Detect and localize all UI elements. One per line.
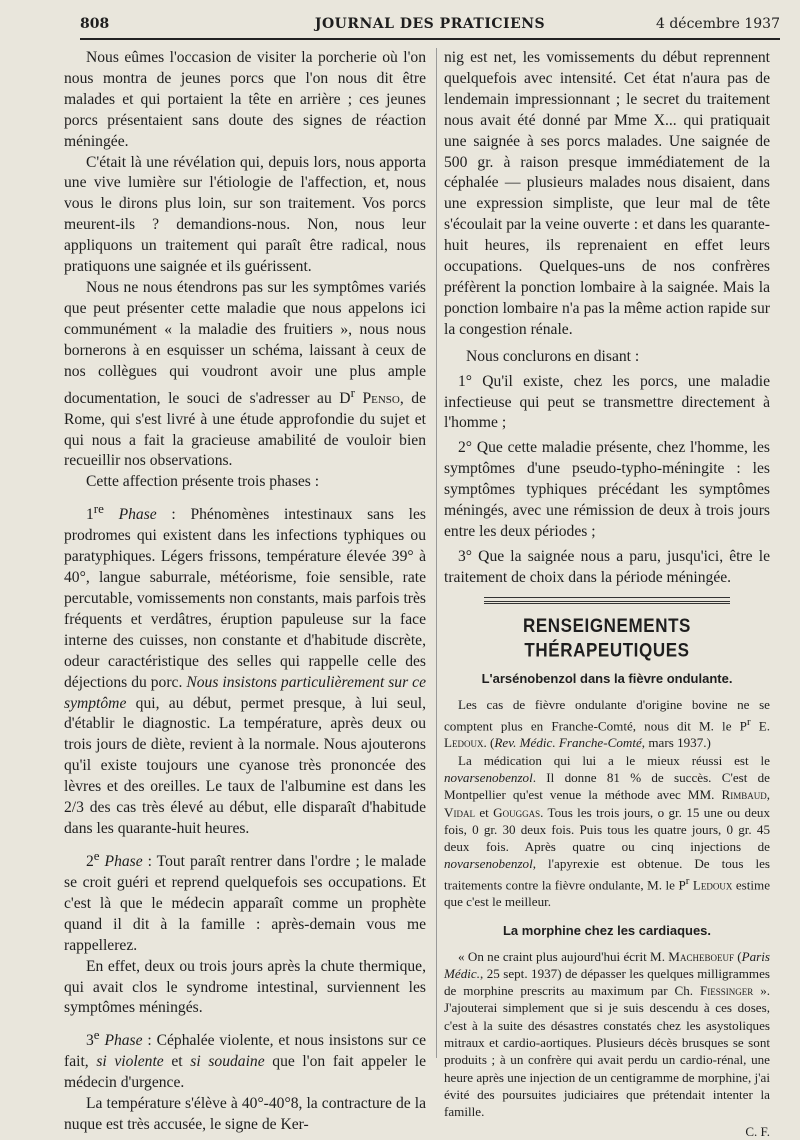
phase-2-paragraph: 2e Phase : Tout paraît rentrer dans l'ordre ; le malade se croit guéri et reprend quelquefois ses occupations. Et c'est là que le médecin apparaît comme un prophète quand il dit à la famille : après-demain vous me rappellerez. bbox=[64, 847, 426, 954]
author-name: Penso bbox=[362, 389, 400, 407]
paragraph: En effet, deux ou trois jours après la chute thermique, qui avait clos le syndrome intestinal, surviennent les symptômes méningés. bbox=[64, 957, 426, 1017]
conclusion-item: 1° Qu'il existe, chez les porcs, une maladie infectieuse qui peut se transmettre directement à l'homme ; bbox=[444, 372, 770, 432]
paragraph: Nous eûmes l'occasion de visiter la porcherie où l'on nous montra de jeunes porcs que l'on nous dit être malades et qui portaient la tête en arrière ; ces jeunes porcs présentaient sans doute des signes de réaction méningée. bbox=[64, 49, 426, 150]
section-rule bbox=[484, 597, 730, 598]
article-body bbox=[444, 696, 770, 910]
paragraph: Les cas de fièvre ondulante d'origine bovine ne se comptent plus en Franche-Comté, nous dit M. le $P^r$ E. Ledoux. (Rev. Médic. Franche-Comté, mars 1937.) bbox=[444, 697, 770, 751]
article-body bbox=[444, 948, 770, 1140]
paragraph: Nous ne nous étendrons pas sur les symptômes variés que peut présenter cette maladie que nous appelons ici communément « la maladie des fruitiers », nous nous bornerons à en esquisser un schéma, laissant à ceux de nos collègues qui voudront avoir une plus ample documentation, le souci de s'adresser au $D^r$ Penso, de Rome, qui s'est livré à une étude approfondie du sujet et qui nous a fait la gracieuse amabilité de vouloir bien recueillir nos observations. bbox=[64, 278, 427, 470]
conclusion-item: 3° Que la saignée nous a paru, jusqu'ici, être le traitement de choix dans la période méningée. bbox=[444, 547, 770, 586]
conclusion-item: 2° Que cette maladie présente, chez l'homme, les symptômes d'une pseudo-typho-méningite : les symptômes typhiques précédant les symptômes méningés, avec une rémission de deux à trois jours entre les deux périodes ; bbox=[444, 439, 770, 540]
column-divider bbox=[436, 48, 437, 1058]
header-rule bbox=[80, 38, 780, 40]
right-column bbox=[444, 48, 770, 1140]
paragraph: Cette affection présente trois phases : bbox=[86, 473, 320, 491]
page-number: 808 bbox=[80, 16, 110, 32]
article-title: L'arsénobenzol dans la fièvre ondulante. bbox=[481, 671, 733, 687]
left-column bbox=[64, 48, 426, 1136]
issue-date: 4 décembre 1937 bbox=[655, 16, 780, 32]
paragraph: La température s'élève à 40°-40°8, la contracture de la nuque est très accusée, le signe de Ker- bbox=[64, 1095, 426, 1134]
article-signature: C. F. bbox=[745, 1123, 770, 1139]
section-title: RENSEIGNEMENTS THÉRAPEUTIQUES bbox=[522, 614, 692, 661]
phase-3-paragraph: 3e Phase : Céphalée violente, et nous insistons sur ce fait, si violente et si soudaine que l'on fait appeler le médecin d'urgence. bbox=[64, 1027, 427, 1092]
journal-title: JOURNAL DES PRATICIENS bbox=[314, 16, 546, 32]
page-header bbox=[80, 16, 780, 38]
phase-1-paragraph: 1re Phase : Phénomènes intestinaux sans les prodromes qui existent dans les infections typhiques ou paratyphiques. Légers frissons, température élevée 39° à 40°, langue saburrale, météorisme, foie sensible, rate percutable, vomissements non constants, mais parfois très fréquents et verdâtres, éruption papuleuse sur la face interne des cuisses, non constante et d'habitude discrète, odeur caractéristique des selles qui rappelle celle des déjections du porc. Nous insistons particulièrement sur ce symptôme qui, au début, permet presque, à lui seul, d'établir le diagnostic. La température, après deux ou trois jours de diète, revient à la normale. Nous ajouterons qu'il existe toujours une cyanose très prononcée des lèvres et des oreilles. Le taux de l'albumine est dans les 2/3 des cas très élevé au début, elle disparaît d'habitude dans les quarante-huit heures. bbox=[64, 501, 426, 837]
paragraph: C'était là une révélation qui, depuis lors, nous apporta une vive lumière sur l'étiologie de l'affection, et, nous vous le dirons plus loin, sur son traitement. Vos porcs meurent-ils ? demandions-nous. Non, nous leur appliquons un traitement qui paraît être radical, nous pratiquons une saignée et ils guérissent. bbox=[64, 153, 426, 276]
section-rule bbox=[484, 601, 730, 604]
article-title: La morphine chez les cardiaques. bbox=[502, 922, 712, 938]
paragraph: La médication qui lui a le mieux réussi est le novarsenobenzol. Il donne 81 % de succès. C'est de Montpellier qu'est venue la méthode avec MM. Rimbaud, Vidal et Gouggas. Tous les trois jours, o gr. 15 une ou deux fois, 0 gr. 30 deux fois. Puis tous les quatre jours, 0 gr. 45 deux fois. Après quatre ou cinq injections de novarsenobenzol, l'apyrexie est obtenue. De tous les traitements contre la fièvre ondulante, M. le $P^r$ Ledoux estime que c'est le meilleur. bbox=[444, 752, 771, 910]
paragraph: nig est net, les vomissements du début reprennent quelquefois avec intensité. Cet état n'aura pas de lendemain impressionnant ; le secret du traitement nous avait été donné par Mme X... qui pratiquait une saignée à ses porcs malades. Une saignée de 500 gr. à raison presque immédiatement de la céphalée — plusieurs malades nous disaient, dans une expression simpliste, que leur mal de tête s'écoulait par la veine ouverte : et dans les quarante-huit heures, ils reprenaient en effet leurs occupations. Quelques-uns de nos confrères préfèrent la ponction lombaire à la saignée. Mais la ponction lombaire n'a pas la même action rapide sur la congestion rénale. bbox=[444, 49, 770, 338]
paragraph: « On ne craint plus aujourd'hui écrit M. Macheboeuf (Paris Médic., 25 sept. 1937) de dépasser les quelques milligrammes de morphine prescrits au maximum par Ch. Fiessinger ». J'ajouterai simplement que si je suis descendu à ces doses, c'est à la suite des désastres constatés chez les asystoliques mitraux et cardio-aortiques. Plusieurs décès brusques se sont produits ; à un confrère qui avait perdu un cardio-rénal, une heure après une injection de un centigramme de morphine, j'ai évité des poursuites judiciaires que prétendait intenter la famille. bbox=[444, 948, 771, 1120]
paragraph: Nous conclurons en disant : bbox=[466, 347, 640, 365]
